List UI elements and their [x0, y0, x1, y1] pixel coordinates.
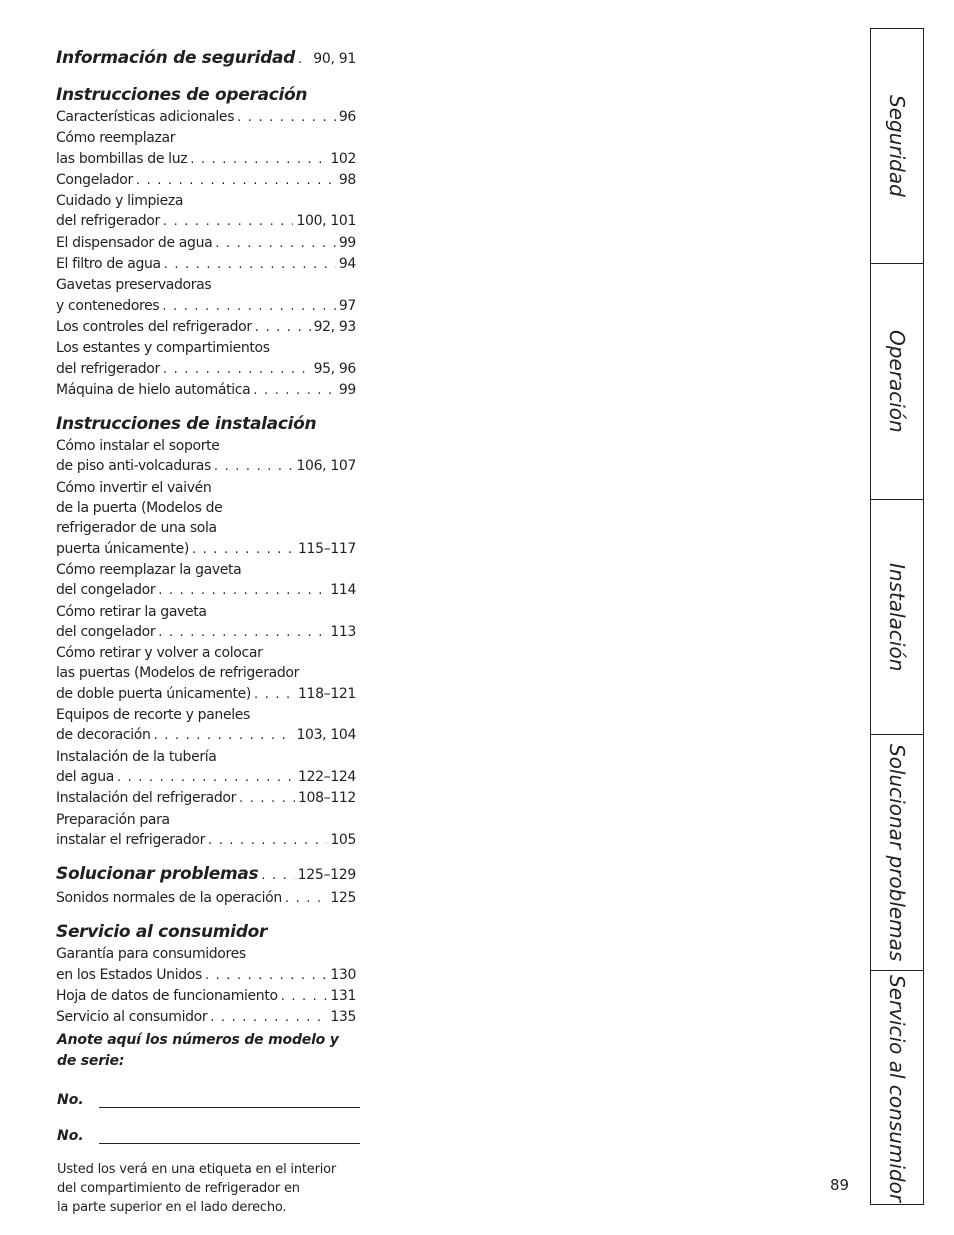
- toc-page-ref: 118–121: [298, 685, 356, 702]
- page-number: 89: [830, 1176, 850, 1194]
- toc-page-ref: 95, 96: [313, 360, 356, 377]
- toc-section-title: Instrucciones de operación: [56, 85, 308, 105]
- toc-entry-text: de decoración: [56, 727, 151, 744]
- toc-entry[interactable]: [56, 810, 356, 852]
- toc-entry-line: [56, 275, 356, 295]
- tab-label: Seguridad: [885, 95, 909, 197]
- toc-entry-line: [56, 747, 356, 767]
- dot-leader: [208, 831, 327, 851]
- toc-entry-text: puerta únicamente): [56, 540, 189, 557]
- toc-page-ref: 122–124: [298, 768, 356, 785]
- dot-leader: [158, 623, 327, 643]
- toc-entry-text: Cómo retirar y volver a colocar: [56, 645, 263, 662]
- toc-entry-line: [56, 380, 356, 401]
- toc-entry[interactable]: [56, 788, 356, 809]
- dot-leader: [163, 212, 294, 232]
- toc-section-heading[interactable]: [56, 862, 356, 888]
- serial-number-label: No.: [57, 1128, 84, 1144]
- toc-entry[interactable]: [56, 380, 356, 401]
- toc-entry-text: Servicio al consumidor: [56, 1009, 208, 1026]
- toc-page-ref: 105: [330, 831, 356, 848]
- tab-seguridad[interactable]: [871, 29, 923, 264]
- toc-entry-text: de doble puerta únicamente): [56, 685, 252, 702]
- toc-page-ref: 115–117: [298, 540, 356, 557]
- dot-leader: [163, 360, 311, 380]
- model-number-blank: [99, 1091, 360, 1108]
- toc-page-ref: 135: [330, 1009, 356, 1026]
- toc-entry-text: Preparación para: [56, 811, 170, 828]
- toc-section: [56, 862, 356, 909]
- record-note-line: la parte superior en el lado derecho.: [57, 1200, 287, 1215]
- toc-entry-text: de la puerta (Modelos de: [56, 500, 223, 517]
- toc-entry-line: [56, 830, 356, 851]
- toc-entry[interactable]: [56, 191, 356, 233]
- toc-entry[interactable]: [56, 317, 356, 338]
- toc-entry-line: [56, 663, 356, 683]
- toc-page-ref: 102: [330, 150, 356, 167]
- toc-section-heading[interactable]: [56, 412, 356, 436]
- toc-entry-line: [56, 498, 356, 518]
- toc-page-ref: 99: [338, 381, 356, 398]
- toc-entry[interactable]: [56, 128, 356, 170]
- toc-entry-text: Cómo instalar el soporte: [56, 438, 220, 455]
- toc-page-ref: 92, 93: [313, 318, 356, 335]
- toc-entry-line: [56, 986, 356, 1007]
- dot-leader: [136, 171, 336, 191]
- toc-entry[interactable]: [56, 747, 356, 789]
- toc-entry[interactable]: [56, 436, 356, 478]
- toc-entry-line: [56, 767, 356, 788]
- toc-entry-line: [56, 643, 356, 663]
- toc-page-ref: 90, 91: [313, 51, 356, 67]
- toc-entry[interactable]: [56, 1007, 356, 1028]
- model-number-line: [57, 1086, 360, 1108]
- toc-entry-line: [56, 539, 356, 560]
- toc-section: [56, 46, 356, 72]
- toc-entry-line: [56, 149, 356, 170]
- dot-leader: [261, 864, 294, 888]
- toc-entry-text: Máquina de hielo automática: [56, 381, 251, 398]
- toc-section: [56, 920, 356, 1028]
- toc-page-ref: 114: [330, 582, 356, 599]
- toc-entry-line: [56, 436, 356, 456]
- toc-page-ref: 98: [338, 171, 356, 188]
- dot-leader: [215, 234, 336, 254]
- toc-section: [56, 83, 356, 401]
- toc-entry-text: las bombillas de luz: [56, 150, 188, 167]
- toc-entry[interactable]: [56, 275, 356, 317]
- toc-entry-text: instalar el refrigerador: [56, 831, 206, 848]
- record-note-line: del compartimiento de refrigerador en: [57, 1181, 300, 1196]
- toc-page-ref: 125–129: [297, 867, 356, 884]
- toc-entry-line: [56, 888, 356, 909]
- toc-section-title: Información de seguridad: [56, 48, 296, 68]
- tab-label: Servicio al consumidor: [885, 974, 909, 1202]
- toc-entry-text: del congelador: [56, 623, 156, 640]
- toc-entry-line: [56, 296, 356, 317]
- tab-servicio-al-consumidor[interactable]: [871, 971, 923, 1206]
- record-note: [57, 1160, 360, 1217]
- toc-section-heading[interactable]: [56, 46, 356, 72]
- toc-page-ref: 103, 104: [296, 727, 356, 744]
- toc-entry-line: [56, 191, 356, 211]
- toc-entry-text: El dispensador de agua: [56, 234, 213, 251]
- toc-entry[interactable]: [56, 170, 356, 191]
- toc-page-ref: 99: [338, 234, 356, 251]
- dot-leader: [254, 685, 295, 705]
- tab-label: Operación: [885, 329, 909, 433]
- toc-entry-text: refrigerador de una sola: [56, 520, 217, 537]
- tab-solucionar-problemas[interactable]: [871, 735, 923, 970]
- toc-entry[interactable]: [56, 254, 356, 275]
- model-serial-record: [57, 1030, 360, 1217]
- toc-entry-line: [56, 725, 356, 746]
- toc-entry-text: Cómo invertir el vaivén: [56, 479, 212, 496]
- dot-leader: [239, 789, 295, 809]
- toc-page-ref: 94: [338, 256, 356, 273]
- toc-entry-line: [56, 705, 356, 725]
- section-tabs: [870, 28, 924, 1205]
- toc-section: [56, 412, 356, 851]
- dot-leader: [298, 48, 310, 72]
- toc-entry[interactable]: [56, 705, 356, 747]
- dot-leader: [117, 768, 295, 788]
- toc-entry-line: [56, 518, 356, 538]
- toc-entry[interactable]: [56, 107, 356, 128]
- toc-entry-text: Cuidado y limpieza: [56, 193, 184, 210]
- table-of-contents: [56, 46, 356, 1040]
- toc-entry-line: [56, 211, 356, 232]
- tab-operación[interactable]: [871, 264, 923, 499]
- toc-entry-line: [56, 580, 356, 601]
- toc-entry-line: [56, 810, 356, 830]
- toc-entry-line: [56, 965, 356, 986]
- dot-leader: [214, 457, 294, 477]
- toc-page-ref: 108–112: [298, 790, 356, 807]
- toc-page-ref: 131: [330, 987, 356, 1004]
- serial-number-line: [57, 1122, 360, 1144]
- toc-entry[interactable]: [56, 478, 356, 560]
- dot-leader: [253, 381, 336, 401]
- toc-entry-text: Cómo reemplazar: [56, 130, 176, 147]
- dot-leader: [281, 987, 328, 1007]
- toc-entry[interactable]: [56, 560, 356, 602]
- toc-entry-text: Gavetas preservadoras: [56, 277, 212, 294]
- record-prompt: Anote aquí los números de modelo y de serie:: [57, 1032, 339, 1069]
- toc-entry-line: [56, 233, 356, 254]
- dot-leader: [285, 889, 327, 909]
- toc-section-heading[interactable]: [56, 920, 356, 944]
- toc-entry-text: Hoja de datos de funcionamiento: [56, 987, 278, 1004]
- tab-label: Instalación: [885, 562, 909, 672]
- toc-page-ref: 130: [330, 966, 356, 983]
- dot-leader: [210, 1008, 327, 1028]
- toc-entry-text: Instalación de la tubería: [56, 748, 217, 765]
- serial-number-blank: [99, 1127, 360, 1144]
- toc-entry-line: [56, 170, 356, 191]
- record-note-line: Usted los verá en una etiqueta en el interior: [57, 1162, 337, 1177]
- toc-page-ref: 100, 101: [296, 213, 356, 230]
- toc-page-ref: 106, 107: [296, 458, 356, 475]
- toc-entry-text: en los Estados Unidos: [56, 966, 202, 983]
- toc-entry-line: [56, 456, 356, 477]
- dot-leader: [154, 726, 294, 746]
- toc-section-title: Instrucciones de instalación: [56, 414, 317, 435]
- toc-entry[interactable]: [56, 643, 356, 705]
- toc-entry[interactable]: [56, 944, 356, 986]
- toc-entry-text: El filtro de agua: [56, 256, 161, 273]
- toc-entry-text: Equipos de recorte y paneles: [56, 707, 250, 724]
- tab-label: Solucionar problemas: [885, 743, 909, 962]
- toc-entry-line: [56, 602, 356, 622]
- toc-entry-text: Sonidos normales de la operación: [56, 890, 282, 907]
- toc-page-ref: 96: [338, 109, 356, 125]
- toc-entry-text: del congelador: [56, 582, 156, 599]
- toc-entry[interactable]: [56, 888, 356, 909]
- dot-leader: [255, 318, 311, 338]
- toc-entry-text: del refrigerador: [56, 213, 160, 230]
- toc-entry-text: del agua: [56, 768, 114, 785]
- toc-entry[interactable]: [56, 602, 356, 644]
- toc-entry-text: Garantía para consumidores: [56, 946, 246, 963]
- toc-entry[interactable]: [56, 986, 356, 1007]
- dot-leader: [164, 255, 336, 275]
- dot-leader: [237, 108, 336, 128]
- toc-entry-line: [56, 128, 356, 148]
- dot-leader: [162, 297, 336, 317]
- toc-entry-line: [56, 560, 356, 580]
- toc-entry-text: Congelador: [56, 171, 133, 188]
- toc-entry-line: [56, 788, 356, 809]
- tab-instalación[interactable]: [871, 500, 923, 735]
- toc-entry[interactable]: [56, 233, 356, 254]
- toc-entry-line: [56, 944, 356, 964]
- toc-entry-text: y contenedores: [56, 297, 160, 314]
- toc-page-ref: 113: [330, 623, 356, 640]
- toc-entry-line: [56, 478, 356, 498]
- toc-section-title: Solucionar problemas: [56, 864, 259, 885]
- dot-leader: [158, 581, 327, 601]
- toc-entry-text: Instalación del refrigerador: [56, 790, 237, 807]
- toc-entry-text: Características adicionales: [56, 109, 235, 125]
- model-number-label: No.: [57, 1092, 84, 1108]
- toc-section-heading[interactable]: [56, 83, 356, 107]
- toc-entry-line: [56, 107, 356, 128]
- toc-page-ref: 125: [330, 890, 356, 907]
- toc-entry-line: [56, 1007, 356, 1028]
- toc-entry-text: Cómo retirar la gaveta: [56, 603, 207, 620]
- toc-entry-text: Cómo reemplazar la gaveta: [56, 561, 242, 578]
- dot-leader: [205, 966, 327, 986]
- toc-entry-text: las puertas (Modelos de refrigerador: [56, 665, 299, 682]
- toc-entry-line: [56, 317, 356, 338]
- toc-entry-line: [56, 359, 356, 380]
- dot-leader: [190, 150, 327, 170]
- toc-entry-text: Los controles del refrigerador: [56, 318, 252, 335]
- toc-entry-line: [56, 684, 356, 705]
- toc-entry-line: [56, 254, 356, 275]
- toc-entry-line: [56, 338, 356, 358]
- toc-entry-line: [56, 622, 356, 643]
- toc-entry-text: de piso anti-volcaduras: [56, 458, 211, 475]
- toc-section-title: Servicio al consumidor: [56, 922, 268, 943]
- dot-leader: [192, 540, 295, 560]
- toc-page-ref: 97: [338, 297, 356, 314]
- toc-entry-text: del refrigerador: [56, 360, 160, 377]
- toc-entry-text: Los estantes y compartimientos: [56, 340, 270, 357]
- toc-entry[interactable]: [56, 338, 356, 380]
